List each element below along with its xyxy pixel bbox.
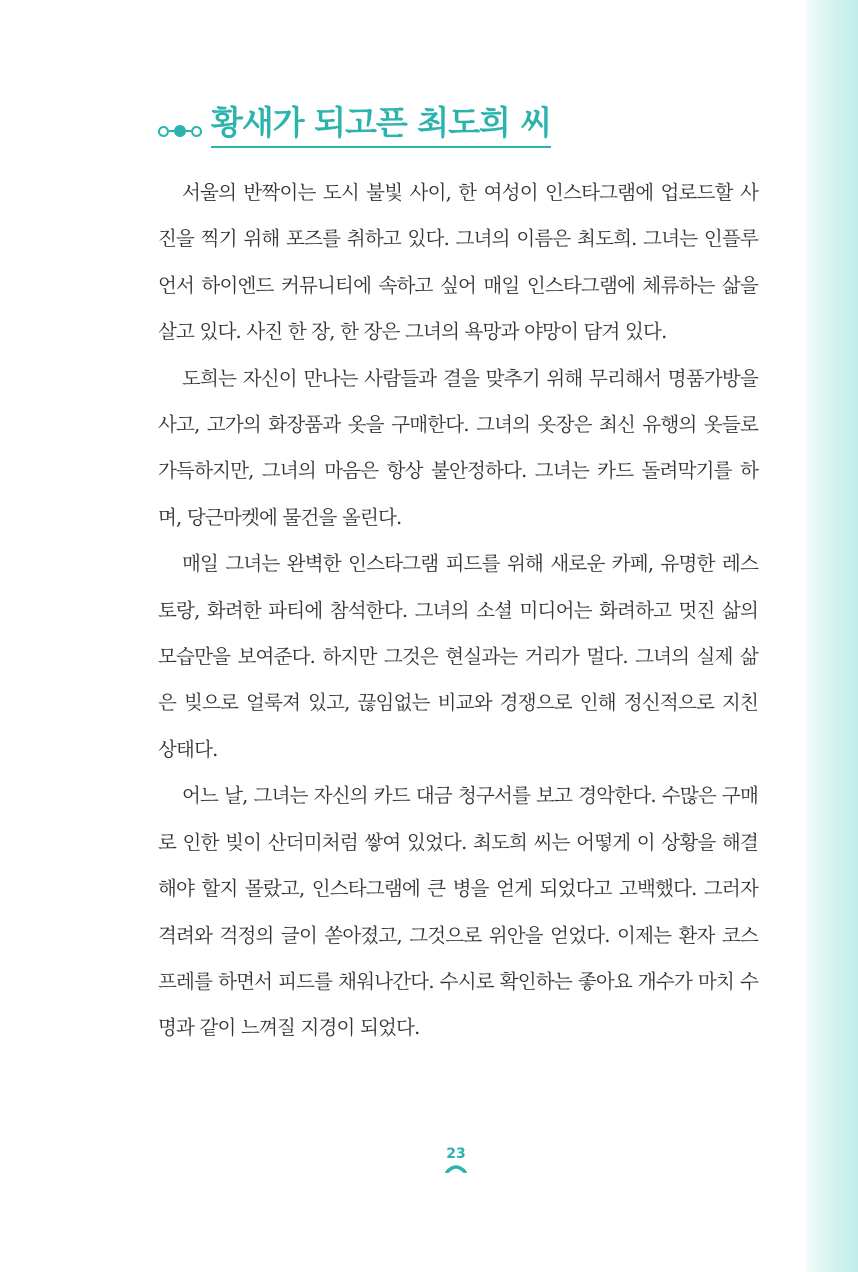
page-footer <box>0 1146 858 1173</box>
paragraph-2: 도희는 자신이 만나는 사람들과 결을 맞추기 위해 무리해서 명품가방을 사고, 고가의 화장품과 옷을 구매한다. 그녀의 옷장은 최신 유행의 옷들로 가득하지만, 그녀의 마음은 항상 불안정하다. 그녀는 카드 돌려막기를 하며, 당근마켓에 물건을 올린다. <box>158 366 758 529</box>
paragraph-4: 어느 날, 그녀는 자신의 카드 대금 청구서를 보고 경악한다. 수많은 구매로 인한 빚이 산더미처럼 쌓여 있었다. 최도희 씨는 어떻게 이 상황을 해결해야 할지 몰랐고, 인스타그램에 큰 병을 얻게 되었다고 고백했다. 그러자 격려와 걱정의 글이 쏟아졌고, 그것으로 위안을 얻었다. 이제는 환자 코스프레를 하면서 피드를 채워나간다. 수시로 확인하는 좋아요 개수가 마치 수명과 같이 느껴질 지경이 되었다. <box>158 784 758 1040</box>
page-edge-strip <box>806 0 858 1272</box>
body-text <box>158 170 758 1052</box>
page-number: 23 <box>446 1146 466 1162</box>
title-underline <box>211 103 551 148</box>
paragraph-3: 매일 그녀는 완벽한 인스타그램 피드를 위해 새로운 카페, 유명한 레스토랑, 화려한 파티에 참석한다. 그녀의 소셜 미디어는 화려하고 멋진 삶의 모습만을 보여준다. 하지만 그것은 현실과는 거리가 멀다. 그녀의 실제 삶은 빚으로 얼룩져 있고, 끊임없는 비교와 경쟁으로 인해 정신적으로 지친 상태다. <box>158 552 758 761</box>
section-heading <box>158 103 551 148</box>
three-dots-ornament-icon <box>158 125 202 137</box>
section-title: 황새가 되고픈 최도희 씨 <box>211 103 552 142</box>
arc-icon <box>444 1163 468 1173</box>
paragraph-1: 서울의 반짝이는 도시 불빛 사이, 한 여성이 인스타그램에 업로드할 사진을 찍기 위해 포즈를 취하고 있다. 그녀의 이름은 최도희. 그녀는 인플루언서 하이엔드 커뮤니티에 속하고 싶어 매일 인스타그램에 체류하는 삶을 살고 있다. 사진 한 장, 한 장은 그녀의 욕망과 야망이 담겨 있다. <box>158 181 758 344</box>
